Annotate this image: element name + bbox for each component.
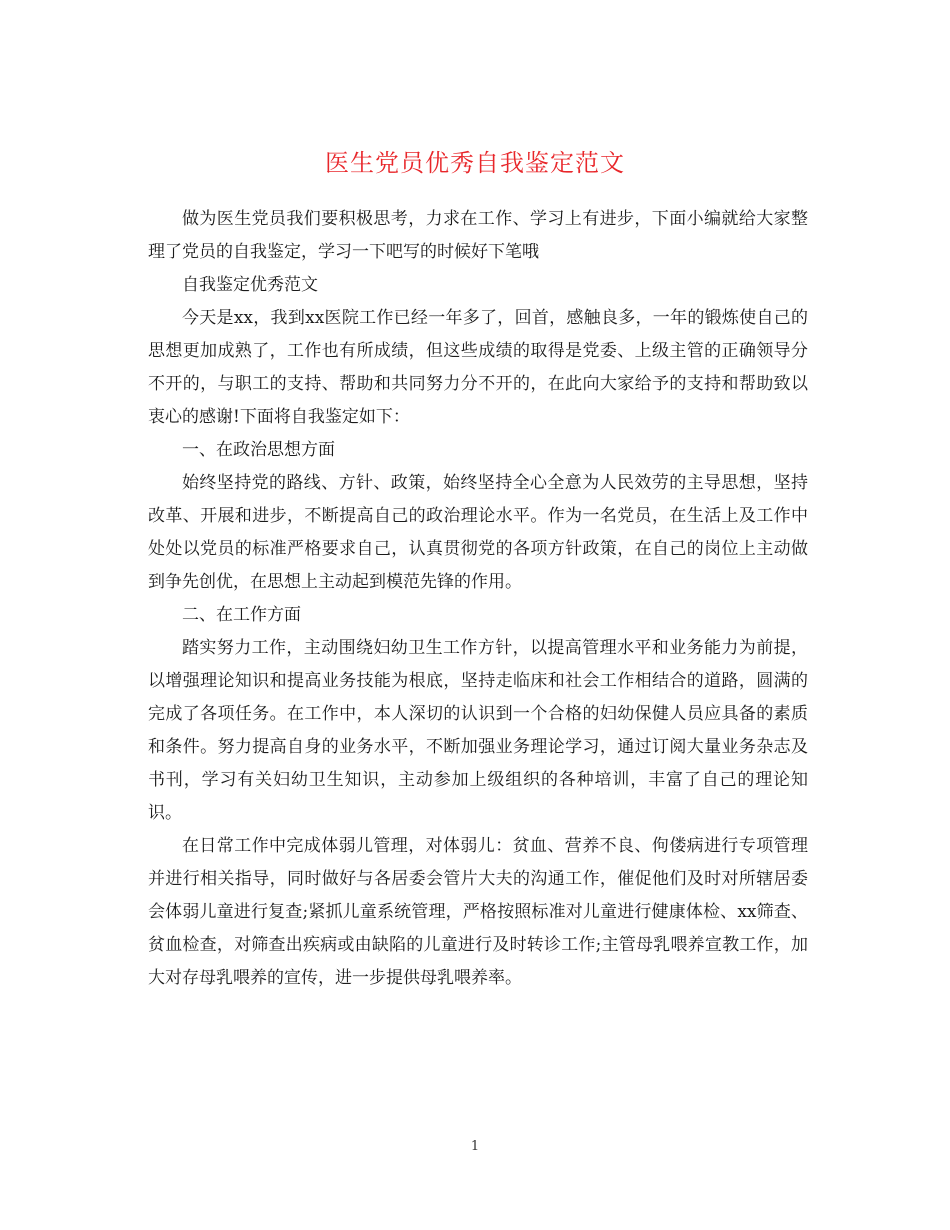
document-title: 医生党员优秀自我鉴定范文: [325, 149, 625, 178]
document-body: [148, 203, 808, 995]
intro-paragraph: 做为医生党员我们要积极思考，力求在工作、学习上有进步，下面小编就给大家整理了党员的自我鉴定，学习一下吧写的时候好下笔哦: [148, 209, 808, 262]
section-heading-work: 二、在工作方面: [182, 605, 301, 625]
paragraph-work: 踏实努力工作，主动围绕妇幼卫生工作方针，以提高管理水平和业务能力为前提，以增强理论知识和提高业务技能为根底，坚持走临床和社会工作相结合的道路，圆满的完成了各项任务。在工作中，本人深切的认识到一个合格的妇幼保健人员应具备的素质和条件。努力提高自身的业务水平，不断加强业务理论学习，通过订阅大量业务杂志及书刊，学习有关妇幼卫生知识，主动参加上级组织的各种培训，丰富了自己的理论知识。: [148, 638, 808, 823]
paragraph-political: 始终坚持党的路线、方针、政策，始终坚持全心全意为人民效劳的主导思想，坚持改革、开展和进步，不断提高自己的政治理论水平。作为一名党员，在生活上及工作中处处以党员的标准严格要求自己，认真贯彻党的各项方针政策，在自己的岗位上主动做到争先创优，在思想上主动起到模范先锋的作用。: [148, 473, 808, 592]
section-heading-political: 一、在政治思想方面: [182, 440, 335, 460]
section-heading-sample: 自我鉴定优秀范文: [182, 275, 318, 295]
paragraph-overview: 今天是xx，我到xx医院工作已经一年多了，回首，感触良多，一年的锻炼使自己的思想更加成熟了，工作也有所成绩，但这些成绩的取得是党委、上级主管的正确领导分不开的，与职工的支持、帮助和共同努力分不开的，在此向大家给予的支持和帮助致以衷心的感谢!下面将自我鉴定如下：: [148, 308, 808, 427]
paragraph-daily-work: 在日常工作中完成体弱儿管理，对体弱儿：贫血、营养不良、佝偻病进行专项管理并进行相关指导，同时做好与各居委会管片大夫的沟通工作，催促他们及时对所辖居委会体弱儿童进行复查;紧抓儿童系统管理，严格按照标准对儿童进行健康体检、xx筛查、贫血检查，对筛查出疾病或由缺陷的儿童进行及时转诊工作;主管母乳喂养宣教工作，加大对存母乳喂养的宣传，进一步提供母乳喂养率。: [148, 836, 808, 988]
page-number: 1: [470, 1139, 480, 1154]
